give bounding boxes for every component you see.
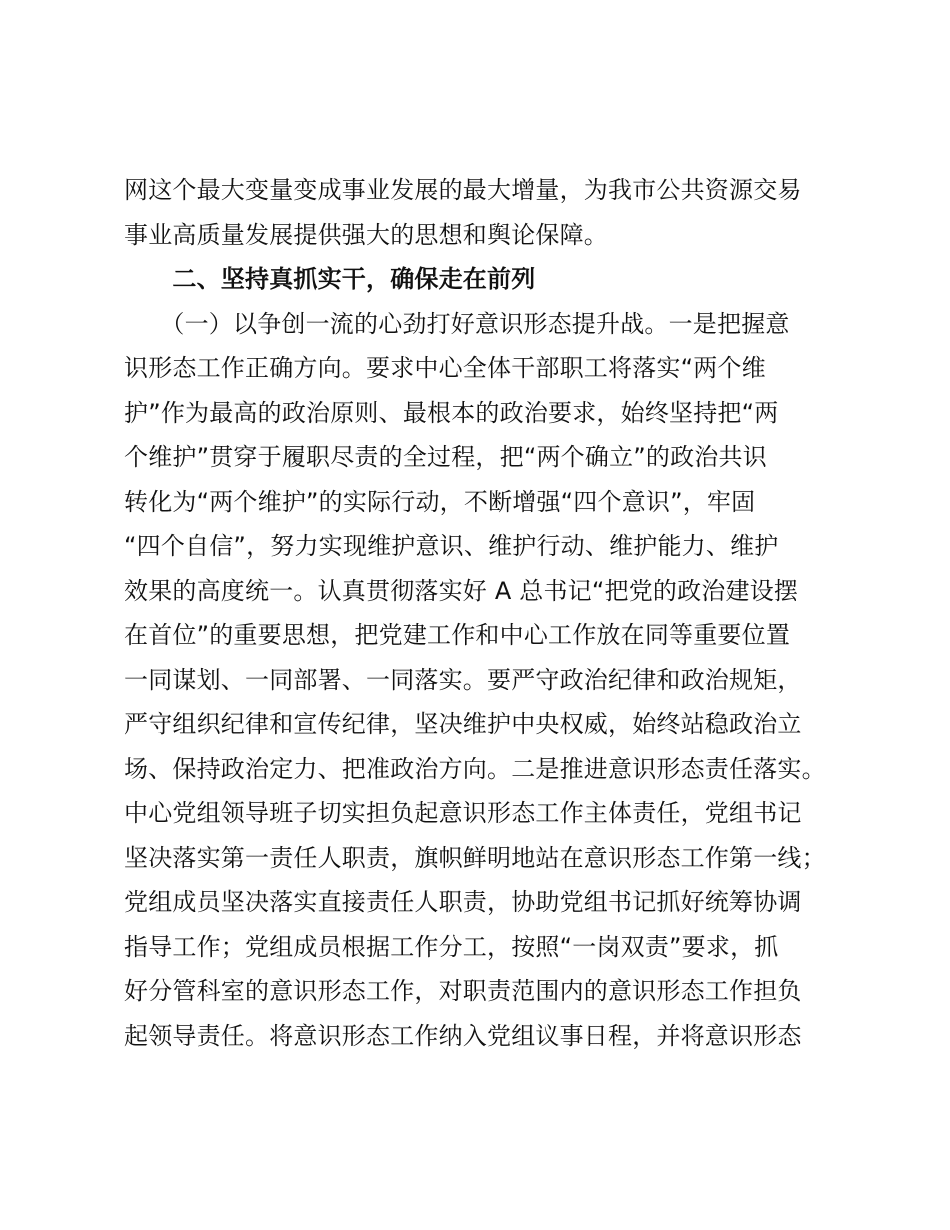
text-line: 个维护”贯穿于履职尽责的全过程，把“两个确立”的政治共识 <box>124 443 767 471</box>
section-heading: 二、坚持真抓实干，确保走在前列 <box>124 265 536 293</box>
text-line: 网这个最大变量变成事业发展的最大增量，为我市公共资源交易 <box>124 176 802 204</box>
text-line: 一同谋划、一同部署、一同落实。要严守政治纪律和政治规矩， <box>124 665 802 694</box>
text-line: 识形态工作正确方向。要求中心全体干部职工将落实“两个维 <box>124 354 766 382</box>
text-line: 场、保持政治定力、把准政治方向。二是推进意识形态责任落实。 <box>124 754 826 783</box>
text-line: 好分管科室的意识形态工作，对职责范围内的意识形态工作担负 <box>124 977 802 1005</box>
text-line: 指导工作；党组成员根据工作分工，按照“一岗双责”要求，抓 <box>124 932 779 961</box>
body-text <box>124 168 844 1058</box>
text-line: 在首位”的重要思想，把党建工作和中心工作放在同等重要位置 <box>124 621 791 649</box>
text-line: （一）以争创一流的心劲打好意识形态提升战。一是把握意 <box>124 309 790 338</box>
text-line: 护”作为最高的政治原则、最根本的政治要求，始终坚持把“两 <box>124 398 779 427</box>
text-line: 党组成员坚决落实直接责任人职责，协助党组书记抓好统筹协调 <box>124 888 802 916</box>
text-line: 中心党组领导班子切实担负起意识形态工作主体责任，党组书记 <box>124 799 802 827</box>
text-line: 起领导责任。将意识形态工作纳入党组议事日程，并将意识形态 <box>124 1021 802 1050</box>
text-line: 坚决落实第一责任人职责，旗帜鲜明地站在意识形态工作第一线； <box>124 843 826 872</box>
text-line: “四个自信”，努力实现维护意识、维护行动、维护能力、维护 <box>124 532 779 560</box>
text-line: 事业高质量发展提供强大的思想和舆论保障。 <box>124 220 608 249</box>
text-line: 效果的高度统一。认真贯彻落实好 A 总书记“把党的政治建设摆 <box>124 576 799 605</box>
text-line: 严守组织纪律和宣传纪律，坚决维护中央权威，始终站稳政治立 <box>124 710 802 738</box>
text-line: 转化为“两个维护”的实际行动，不断增强“四个意识”，牢固 <box>124 487 756 516</box>
